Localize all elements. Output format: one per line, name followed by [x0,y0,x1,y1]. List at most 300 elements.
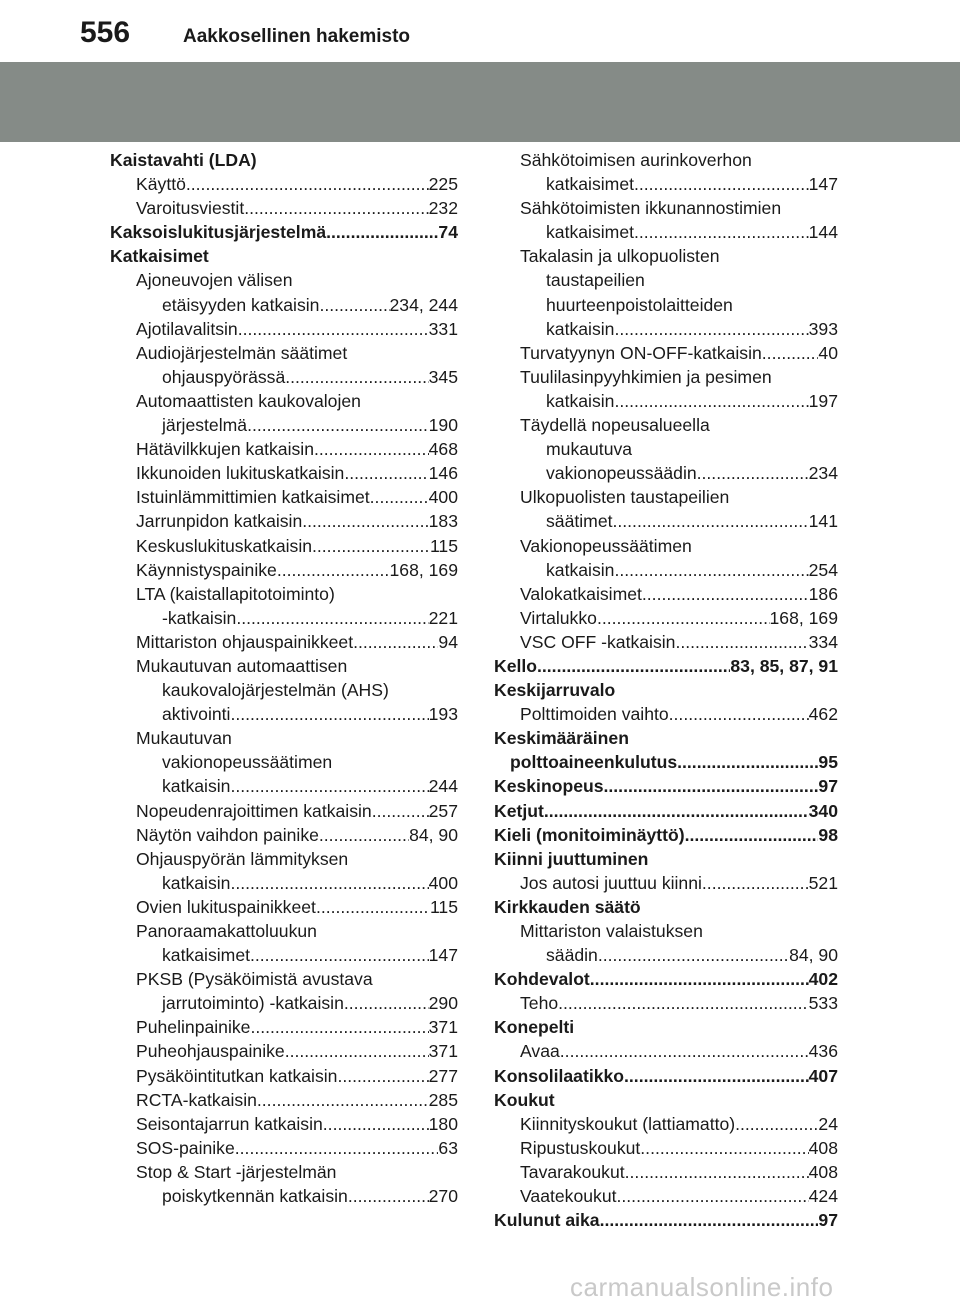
index-entry [110,943,458,967]
index-entry-text: etäisyyden katkaisin [162,294,320,315]
index-entry [110,1064,458,1088]
index-entry [110,678,458,702]
index-entry-text: huurteenpoistolaitteiden [546,294,733,315]
index-entry [110,341,458,365]
index-entry-page: 141 [808,511,838,532]
dot-leader [697,461,809,485]
index-entry [110,244,458,268]
index-entry [494,1112,838,1136]
dot-leader [614,389,808,413]
index-entry [494,726,838,750]
dot-leader [598,943,789,967]
dot-leader [604,774,819,798]
index-entry-text: Täydellä nopeusalueella [520,415,710,436]
index-entry-text: LTA (kaistallapitotoiminto) [136,583,335,604]
index-entry-text: Hätävilkkujen katkaisin [136,439,314,460]
index-entry-page: 533 [808,993,838,1014]
index-entry [494,582,838,606]
index-entry [110,485,458,509]
dot-leader [323,1112,429,1136]
index-entry-page: 334 [808,631,838,652]
index-entry-page: 94 [438,631,458,652]
index-entry-text: Istuinlämmittimien katkaisimet [136,487,370,508]
dot-leader [250,943,429,967]
index-entry [494,461,838,485]
index-entry [110,461,458,485]
index-entry-text: Vakionopeussäätimen [520,535,692,556]
index-entry [494,606,838,630]
index-entry-text: Avaa [520,1041,560,1062]
page-header [0,0,960,62]
dot-leader [353,630,438,654]
index-entry-text: Jarrunpidon katkaisin [136,511,303,532]
index-entry-page: 408 [808,1161,838,1182]
dot-leader [677,750,818,774]
index-entry-text: säädin [546,945,598,966]
watermark-text: carmanualsonline.info [570,1272,834,1302]
index-entry [110,606,458,630]
index-entry-text: Keskijarruvalo [494,680,616,701]
dot-leader [285,1039,429,1063]
index-entry-text: Kello [494,655,538,676]
index-entry [110,293,458,317]
index-entry-text: taustapeilien [546,270,645,291]
index-entry-text: Tavarakoukut [520,1161,625,1182]
index-entry-page: 393 [808,318,838,339]
index-entry [494,558,838,582]
index-entry-text: jarrutoiminto) -katkaisin [162,993,344,1014]
index-entry [110,1088,458,1112]
index-entry [494,437,838,461]
index-entry-text: poiskytkennän katkaisin [162,1186,348,1207]
dot-leader [244,196,428,220]
index-column-left [110,148,458,1208]
dot-leader [230,702,428,726]
index-entry-text: Varoitusviestit [136,198,245,219]
dot-leader [625,1160,809,1184]
index-entry [494,268,838,292]
index-entry-text: Keskimääräinen [494,728,629,749]
index-entry-page: 408 [808,1137,838,1158]
dot-leader [230,871,428,895]
index-entry-page: 400 [428,872,458,893]
index-entry [494,1064,838,1088]
dot-leader [762,341,819,365]
index-entry-text: Vaatekoukut [520,1186,617,1207]
index-entry-text: PKSB (Pysäköimistä avustava [136,969,373,990]
index-entry-text: Käynnistyspainike [136,559,277,580]
index-entry-text: aktivointi [162,704,231,725]
index-entry [494,1015,838,1039]
index-entry [494,1039,838,1063]
index-entry [110,268,458,292]
page-number: 556 [80,16,131,49]
index-entry [494,244,838,268]
dot-leader [614,317,808,341]
dot-leader [597,606,770,630]
index-entry-text: Kohdevalot [494,969,590,990]
dot-leader [685,823,819,847]
index-entry-page: 183 [428,511,458,532]
index-entry-page: 424 [808,1186,838,1207]
dot-leader [302,509,428,533]
index-entry-text: katkaisimet [162,945,250,966]
index-entry-page: 234 [808,463,838,484]
index-entry [110,702,458,726]
index-entry-text: Ulkopuolisten taustapeilien [520,487,730,508]
index-entry [110,1160,458,1184]
index-entry [110,871,458,895]
index-entry-text: Puheohjauspainike [136,1041,285,1062]
dot-leader [312,534,430,558]
index-entry [110,726,458,750]
index-entry-page: 234, 244 [389,294,458,315]
dot-leader [277,558,390,582]
index-entry [110,558,458,582]
index-entry [494,148,838,172]
index-entry-page: 24 [818,1113,838,1134]
index-entry-text: katkaisin [162,872,231,893]
index-entry-text: Kiinni juuttuminen [494,848,649,869]
index-entry-text: RCTA-katkaisin [136,1089,257,1110]
index-entry-text: Audiojärjestelmän säätimet [136,342,348,363]
index-entry-page: 254 [808,559,838,580]
index-entry-page: 180 [428,1113,458,1134]
index-entry-text: katkaisimet [546,222,634,243]
index-entry-text: katkaisimet [546,174,634,195]
index-entry-page: 83, 85, 87, 91 [730,655,838,676]
index-entry-text: Turvatyynyn ON-OFF-katkaisin [520,342,762,363]
index-entry-text: Kiinnityskoukut (lattiamatto) [520,1113,736,1134]
dot-leader [560,1039,809,1063]
index-entry [110,967,458,991]
index-entry-text: Konsolilaatikko [494,1065,625,1086]
index-entry-page: 468 [428,439,458,460]
index-entry [110,365,458,389]
index-entry-page: 147 [808,174,838,195]
index-entry [494,317,838,341]
index-entry-page: 400 [428,487,458,508]
index-entry-page: 277 [428,1065,458,1086]
index-entry [110,750,458,774]
index-entry [494,172,838,196]
index-entry [110,919,458,943]
index-entry [494,967,838,991]
index-entry [110,172,458,196]
index-entry-text: Jos autosi juuttuu kiinni [520,872,702,893]
index-entry-text: Pysäköintitutkan katkaisin [136,1065,338,1086]
dot-leader [257,1088,429,1112]
index-entry [110,630,458,654]
index-entry [494,293,838,317]
header-band [0,62,960,142]
dot-leader [624,1064,809,1088]
dot-leader [186,172,429,196]
index-entry-page: 84, 90 [789,945,838,966]
index-entry-text: katkaisin [546,390,615,411]
index-entry [494,774,838,798]
index-entry [494,1088,838,1112]
index-entry-text: Kieli (monitoiminäyttö) [494,824,685,845]
index-entry-page: 225 [428,174,458,195]
index-entry [110,1015,458,1039]
index-entry [110,220,458,244]
index-entry [494,341,838,365]
index-entry [110,1039,458,1063]
index-entry-text: katkaisin [546,318,615,339]
index-entry-text: Mukautuvan [136,728,232,749]
index-entry-text: SOS-painike [136,1137,235,1158]
dot-leader [613,509,809,533]
index-entry [494,534,838,558]
dot-leader [238,317,429,341]
index-entry-page: 40 [818,342,838,363]
dot-leader [236,606,428,630]
index-entry-page: 340 [808,800,838,821]
index-entry [110,509,458,533]
index-entry-text: Konepelti [494,1017,575,1038]
dot-leader [344,991,429,1015]
index-entry-page: 193 [428,704,458,725]
index-entry-text: Seisontajarrun katkaisin [136,1113,323,1134]
index-entry-text: Ikkunoiden lukituskatkaisin [136,463,345,484]
index-entry [494,991,838,1015]
dot-leader [314,437,429,461]
index-entry [494,799,838,823]
index-entry-text: Koukut [494,1089,555,1110]
index-entry [110,774,458,798]
index-entry-page: 345 [428,366,458,387]
index-column-right [494,148,838,1232]
index-entry-text: Valokatkaisimet [520,583,642,604]
index-entry-page: 168, 169 [769,607,838,628]
index-entry-page: 97 [818,1210,838,1231]
index-entry-text: Ovien lukituspainikkeet [136,896,316,917]
index-entry [494,413,838,437]
index-entry-page: 331 [428,318,458,339]
index-entry-page: 63 [438,1137,458,1158]
index-entry-text: katkaisin [162,776,231,797]
index-entry-page: 95 [818,752,838,773]
dot-leader [675,630,808,654]
index-entry-page: 436 [808,1041,838,1062]
dot-leader [319,293,389,317]
index-entry-page: 74 [438,222,458,243]
index-entry [494,702,838,726]
dot-leader [544,799,809,823]
index-entry-text: Käyttö [136,174,186,195]
index-entry-text: Puhelinpainike [136,1017,251,1038]
index-entry [494,871,838,895]
index-entry-text: Ajoneuvojen välisen [136,270,293,291]
index-entry-text: säätimet [546,511,613,532]
index-entry [110,582,458,606]
index-entry [110,534,458,558]
index-entry [494,389,838,413]
dot-leader [235,1136,439,1160]
index-entry-text: Ajotilavalitsin [136,318,238,339]
index-entry [494,678,838,702]
dot-leader [642,582,809,606]
index-entry-text: Sähkötoimisten ikkunannostimien [520,198,782,219]
index-entry [494,654,838,678]
dot-leader [640,1136,808,1160]
index-entry [494,196,838,220]
dot-leader [337,1064,428,1088]
index-entry [494,847,838,871]
index-entry-page: 147 [428,945,458,966]
index-entry-page: 98 [818,824,838,845]
index-entry-text: Katkaisimet [110,246,209,267]
index-entry-text: Virtalukko [520,607,597,628]
index-entry [110,1136,458,1160]
index-entry-text: Sähkötoimisen aurinkoverhon [520,150,752,170]
index-entry [110,148,458,172]
index-entry [494,895,838,919]
dot-leader [370,485,429,509]
index-entry [110,389,458,413]
index-entry-text: kaukovalojärjestelmän (AHS) [162,680,389,701]
index-entry [494,630,838,654]
index-entry-page: 190 [428,415,458,436]
index-entry-text: -katkaisin [162,607,237,628]
index-entry [494,1208,838,1232]
index-entry-page: 232 [428,198,458,219]
index-entry-text: Keskinopeus [494,776,604,797]
index-entry [494,485,838,509]
dot-leader [247,413,429,437]
index-entry-page: 371 [428,1017,458,1038]
index-entry-text: Panoraamakattoluukun [136,921,317,941]
index-entry-page: 402 [808,969,838,990]
index-entry-text: Tuulilasinpyyhkimien ja pesimen [520,366,772,387]
index-entry-page: 146 [428,463,458,484]
index-entry-page: 290 [428,993,458,1014]
index-entry-page: 285 [428,1089,458,1110]
dot-leader [537,654,730,678]
index-entry-page: 186 [808,583,838,604]
index-entry-page: 197 [808,390,838,411]
index-entry-text: ohjauspyörässä [162,366,286,387]
index-entry [110,654,458,678]
dot-leader [230,774,428,798]
index-entry-page: 84, 90 [409,824,458,845]
index-entry-text: Ripustuskoukut [520,1137,641,1158]
index-entry [494,1160,838,1184]
index-entry-page: 115 [429,535,458,556]
index-entry-page: 270 [428,1186,458,1207]
dot-leader [614,558,808,582]
index-entry [494,220,838,244]
index-entry-page: 144 [808,222,838,243]
index-entry [494,365,838,389]
index-entry-page: 407 [808,1065,838,1086]
index-entry-text: Polttimoiden vaihto [520,704,669,725]
index-entry [494,509,838,533]
index-entry-page: 97 [818,776,838,797]
index-entry [494,823,838,847]
index-entry-page: 521 [808,872,838,893]
index-entry-text: Keskuslukituskatkaisin [136,535,313,556]
dot-leader [558,991,808,1015]
dot-leader [634,172,809,196]
index-entry-text: VSC OFF -katkaisin [520,631,676,652]
index-entry [110,437,458,461]
index-entry-text: Näytön vaihdon painike [136,824,319,845]
dot-leader [250,1015,428,1039]
dot-leader [344,461,428,485]
index-entry-text: Takalasin ja ulkopuolisten [520,246,720,267]
index-entry-page: 221 [428,607,458,628]
dot-leader [372,799,429,823]
header-title: Aakkosellinen hakemisto [183,26,411,47]
dot-leader [285,365,428,389]
index-entry [110,799,458,823]
dot-leader [319,823,409,847]
index-entry-page: 462 [808,704,838,725]
index-entry [110,895,458,919]
dot-leader [702,871,809,895]
index-entry-text: Kulunut aika [494,1210,600,1231]
index-entry [110,1112,458,1136]
index-entry-text: Mittariston ohjauspainikkeet [136,631,354,652]
index-entry [110,823,458,847]
index-entry [494,750,838,774]
index-entry-page: 168, 169 [389,559,458,580]
index-entry-text: Ketjut [494,800,544,821]
index-entry-text: Mittariston valaistuksen [520,921,703,941]
dot-leader [617,1184,809,1208]
dot-leader [600,1208,819,1232]
index-entry-text: vakionopeussäätimen [162,752,333,773]
index-entry-page: 371 [428,1041,458,1062]
index-entry [110,847,458,871]
index-entry [110,196,458,220]
index-entry-text: Kaksoislukitusjärjestelmä [110,222,327,243]
index-entry-page: 244 [428,776,458,797]
index-entry-text: Kaistavahti (LDA) [110,150,257,170]
index-entry-text: mukautuva [546,439,633,460]
index-entry-text: Nopeudenrajoittimen katkaisin [136,800,372,821]
dot-leader [316,895,430,919]
dot-leader [590,967,809,991]
index-entry [494,919,838,943]
dot-leader [326,220,438,244]
index-entry-page: 115 [429,896,458,917]
index-entry-text: Stop & Start -järjestelmän [136,1161,337,1182]
dot-leader [669,702,809,726]
dot-leader [348,1184,429,1208]
index-entry [110,991,458,1015]
index-entry-text: Mukautuvan automaattisen [136,655,348,676]
index-entry-text: katkaisin [546,559,615,580]
index-entry-page: 257 [428,800,458,821]
index-entry [110,1184,458,1208]
index-entry-text: järjestelmä [162,415,248,436]
index-entry [494,1184,838,1208]
index-entry-text: Teho [520,993,559,1014]
index-entry-text: Kirkkauden säätö [494,896,641,917]
index-entry [494,1136,838,1160]
index-entry [494,943,838,967]
index-entry-text: Ohjauspyörän lämmityksen [136,848,349,869]
index-entry-text: Automaattisten kaukovalojen [136,390,361,411]
dot-leader [634,220,809,244]
index-entry-text: polttoaineenkulutus [510,752,678,773]
index-entry [110,317,458,341]
index-entry [110,413,458,437]
index-entry-text: vakionopeussäädin [546,463,697,484]
